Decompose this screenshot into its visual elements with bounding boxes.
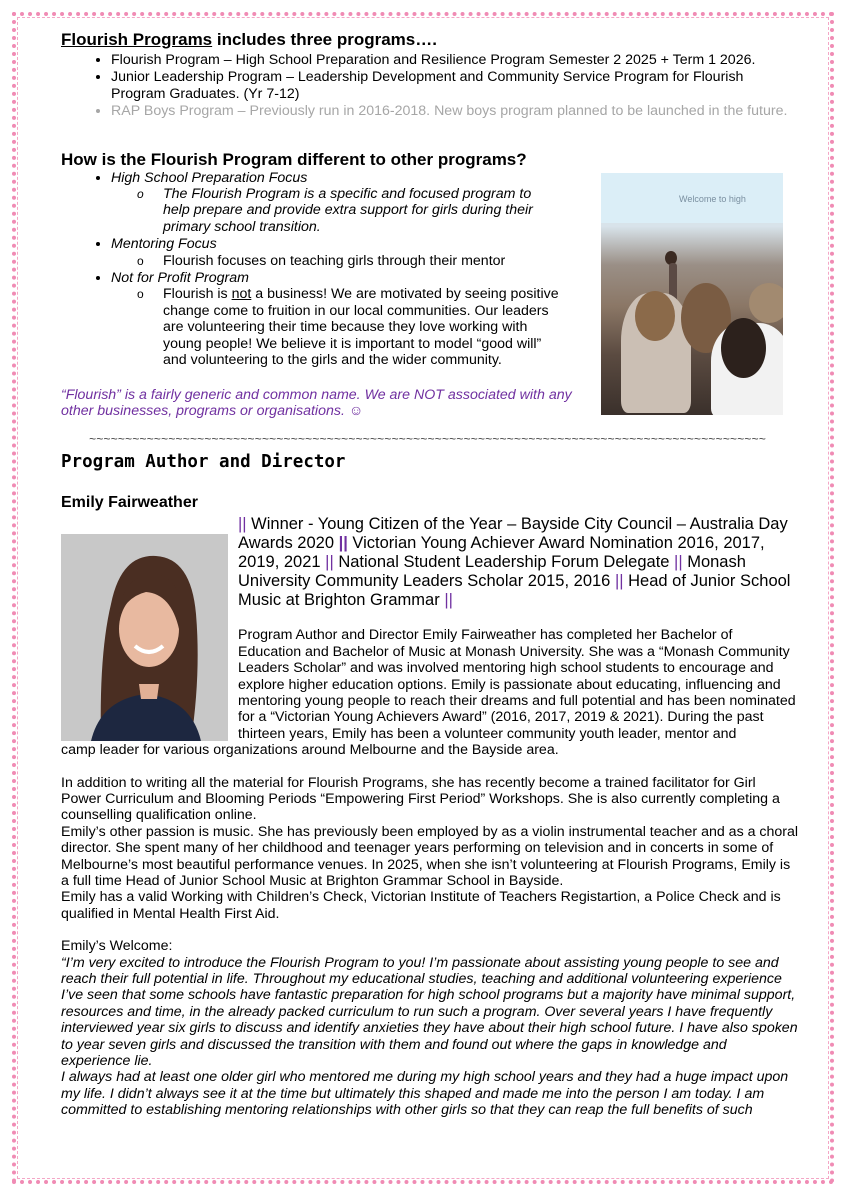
divider-line: ~~~~~~~~~~~~~~~~~~~~~~~~~~~~~~~~~~~~~~~~~~~~~~~~~~~~~~~~~~~~~~~~~~~~~~~~~~~~~~~~~~~~~~~~~~~~~~ <box>89 433 766 448</box>
focus-item: • High School Preparation Focus o The Flourish Program is a specific and focused program to help prepare and provide extra support for girls during their primary school transition. <box>111 170 561 236</box>
list-item: • Flourish Program – High School Preparation and Resilience Program Semester 2 2025 + Term 1 2026. <box>111 52 799 68</box>
author-portrait <box>61 534 228 741</box>
welcome-paragraph: “I’m very excited to introduce the Flourish Program to you! I’m passionate about assisting young people to see and reach their full potential in life. Throughout my educational studies, teaching and additional volunteering experience I’ve seen that some schools have fantastic preparation for high school programs but a majority have minimal support, resources and time, in the already packed curriculum to run such a program. Over several years I have frequently interviewed year six girls to discuss and identify anxieties they have about their high school future. I have also spoken to year seven girls and discussed the transition with them and found out where the gaps in knowledge and experience lie. <box>61 954 798 1070</box>
classroom-photo <box>601 173 783 415</box>
bio-paragraph: In addition to writing all the material for Flourish Programs, she has recently become a trained facilitator for Girl Power Curriculum and Blooming Periods “Empowering First Period” Workshops. She is also currently completing a counselling qualification online. <box>61 774 780 824</box>
awards-summary: || Winner - Young Citizen of the Year – Bayside City Council – Australia Day Awards 2020 || Victorian Young Achiever Award Nomination 2016, 2017, 2019, 2021 || National Student Leadership Forum Delegate || Monash University Community Leaders Scholar 2015, 2016 || Head of Junior School Music at Brighton Grammar || <box>238 515 791 609</box>
bio-paragraph: Emily’s other passion is music. She has previously been employed by as a violin instrumental teacher and as a choral director. She spent many of her childhood and teenager years performing on television and in concerts in some of Melbourne’s most beautiful performance venues. In 2025, when she isn’t volunteering at Flourish Programs, Emily is a full time Head of Junior School Music at Brighton Grammar School in Bayside. <box>61 823 799 889</box>
author-name: Emily Fairweather <box>61 494 198 512</box>
differences-list <box>61 170 561 369</box>
programs-heading: Flourish Programs includes three programs…. <box>61 30 437 49</box>
list-item: • RAP Boys Program – Previously run in 2016-2018. New boys program planned to be launched in the future. <box>111 103 799 119</box>
list-item: • Junior Leadership Program – Leadership Development and Community Service Program for Flourish Program Graduates. (Yr 7-12) <box>111 69 799 102</box>
document-page <box>61 30 799 1119</box>
focus-detail: o Flourish focuses on teaching girls through their mentor <box>163 253 561 269</box>
bio-paragraph: Emily has a valid Working with Children’s Check, Victorian Institute of Teachers Registartion, a Police Check and is qualified in Mental Health First Aid. <box>61 889 781 922</box>
focus-detail: o The Flourish Program is a specific and focused program to help prepare and provide extra support for girls during their primary school transition. <box>163 186 561 235</box>
name-disclaimer: “Flourish” is a fairly generic and common name. We are NOT associated with any other businesses, programs or organisations. ☺ <box>61 386 572 419</box>
welcome-label: Emily’s Welcome: <box>61 938 173 955</box>
differences-heading: How is the Flourish Program different to other programs? <box>61 149 527 169</box>
focus-item: • Mentoring Focus o Flourish focuses on teaching girls through their mentor <box>111 236 561 269</box>
programs-list <box>61 52 799 120</box>
bio-paragraph: Program Author and Director Emily Fairweather has completed her Bachelor of Education and Bachelor of Music at Monash University. She was a “Monash Community Leaders Scholar” and was involved mentoring high school students to encourage and explore higher education options. Emily is passionate about educating, influencing and mentoring young people to reach their dreams and full potential and has been nominated for a “Victorian Young Achievers Award” (2016, 2017, 2019 & 2021). During the past thirteen years, Emily has been a volunteer community youth leader, mentor and <box>238 627 796 742</box>
focus-item: • Not for Profit Program o Flourish is not a business! We are motivated by seeing positive change come to fruition in our local communities. Our leaders are volunteering their time because they love working with young people! We believe it is important to model “good will” and volunteering to the girls and the wider community. <box>111 270 561 368</box>
author-section-heading: Program Author and Director <box>61 452 346 473</box>
welcome-paragraph: I always had at least one older girl who mentored me during my high school years and they had a huge impact upon my life. I didn’t always see it at the time but ultimately this shaped and made me into the person I am today. I am committed to establishing mentoring relationships with other girls so that they can reap the full benefits of such <box>61 1069 789 1119</box>
portrait-drawing <box>61 534 228 741</box>
bio-paragraph-end: camp leader for various organizations around Melbourne and the Bayside area. <box>61 742 559 759</box>
screen-text: Welcome to high <box>679 194 746 204</box>
focus-detail: o Flourish is not a business! We are motivated by seeing positive change come to fruition in our local communities. Our leaders are volunteering their time because they love working with young people! We believe it is important to model “good will” and volunteering to the girls and the wider community. <box>163 286 561 368</box>
